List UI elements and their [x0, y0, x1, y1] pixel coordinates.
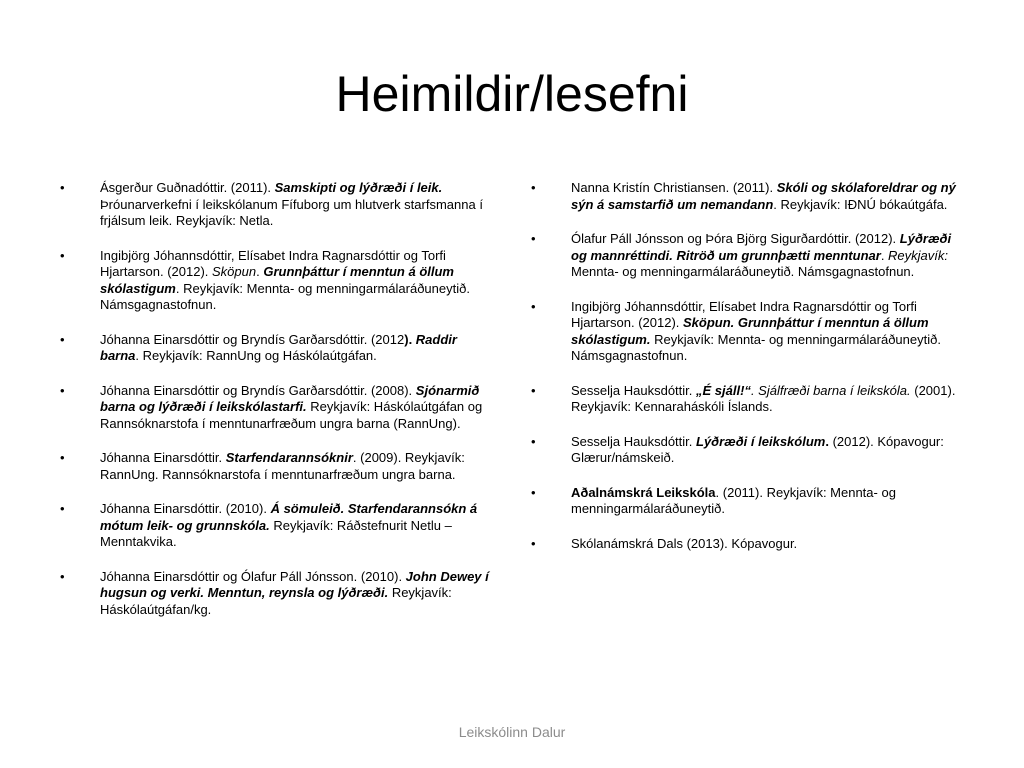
- slide-footer: Leikskólinn Dalur: [458, 724, 566, 740]
- reference-item: [60, 332, 492, 365]
- reference-text: .: [880, 247, 889, 263]
- reference-text: Jóhanna Einarsdóttir og Bryndís Garðarsdóttir. (2008).: [100, 382, 416, 398]
- reference-item: [60, 569, 492, 619]
- reference-text: .: [825, 433, 829, 449]
- reference-item: [60, 248, 492, 314]
- reference-item: [531, 536, 963, 553]
- reference-text: Sjónarmið barna og lýðræði í leikskólastarfi.: [100, 382, 480, 414]
- bullet-icon: •: [60, 501, 65, 516]
- reference-text: Mennta- og menningarmálaráðuneytið. Námsgagnastofnun.: [571, 264, 915, 279]
- bullet-icon: •: [531, 298, 536, 314]
- bullet-icon: •: [60, 247, 65, 263]
- reference-list-right: [531, 180, 963, 570]
- reference-item: [531, 180, 963, 213]
- reference-list-left: [60, 180, 492, 636]
- reference-text: Sesselja Hauksdóttir.: [571, 433, 697, 449]
- bullet-icon: •: [531, 433, 536, 449]
- reference-text: Samskipti og lýðræði í leik.: [274, 180, 443, 195]
- reference-text: Sköpun: [212, 264, 257, 279]
- reference-text: Jóhanna Einarsdóttir og Ólafur Páll Jónsson. (2010).: [100, 568, 406, 584]
- bullet-icon: •: [531, 231, 536, 246]
- reference-text: . Sjálfræði barna í leikskóla.: [750, 382, 911, 398]
- reference-text: Nanna Kristín Christiansen. (2011).: [571, 180, 777, 195]
- reference-item: [60, 180, 492, 230]
- reference-item: [60, 450, 492, 483]
- reference-text: Reykjavík:: [888, 247, 949, 263]
- reference-text: Starfendarannsóknir: [225, 450, 353, 465]
- reference-text: Jóhanna Einarsdóttir.: [100, 450, 226, 465]
- reference-text: John Dewey í hugsun og verki. Menntun, reynsla og lýðræði.: [100, 568, 489, 600]
- reference-text: Lýðræði í leikskólum: [696, 433, 826, 449]
- reference-item: [531, 434, 963, 467]
- reference-text: „É sjáll!“: [696, 382, 751, 398]
- reference-text: Lýðræði og mannréttindi. Ritröð um grunnþætti menntunar: [571, 231, 952, 263]
- reference-text: Skólanámskrá Dals (2013). Kópavogur.: [571, 535, 798, 551]
- reference-text: .: [256, 264, 264, 279]
- reference-text: Ólafur Páll Jónsson og Þóra Björg Sigurðardóttir. (2012).: [571, 231, 900, 246]
- reference-text: Aðalnámskrá Leikskóla: [571, 484, 716, 500]
- reference-text: Sköpun. Grunnþáttur í menntun á öllum skólastigum.: [571, 315, 929, 347]
- reference-text: Þróunarverkefni í leikskólanum Fífuborg um hlutverk starfsmanna í frjálsum leik. Reykjavík: Netla.: [100, 196, 483, 228]
- reference-text: Raddir barna: [100, 331, 457, 363]
- bullet-icon: •: [531, 382, 536, 398]
- reference-text: Ásgerður Guðnadóttir. (2011).: [100, 180, 275, 195]
- reference-text: Jóhanna Einarsdóttir. (2010).: [100, 501, 271, 516]
- reference-item: [531, 299, 963, 365]
- reference-text: Reykjavík: Mennta- og menningarmálaráðuneytið. Námsgagnastofnun.: [571, 331, 941, 363]
- reference-text: Reykjavík: Háskólaútgáfan og Rannsóknarstofa í menntunarfræðum ungra barna (RannUng).: [100, 399, 483, 431]
- reference-text: Reykjavík: Ráðstefnurit Netlu – Menntakvika.: [100, 517, 452, 549]
- bullet-icon: •: [60, 382, 65, 398]
- reference-text: Ingibjörg Jóhannsdóttir, Elísabet Indra Ragnarsdóttir og Torfi Hjartarson. (2012).: [100, 247, 446, 279]
- reference-text: Reykjavík: Háskólaútgáfan/kg.: [100, 585, 452, 617]
- reference-item: [531, 485, 963, 518]
- bullet-icon: •: [60, 331, 65, 347]
- reference-item: [531, 383, 963, 416]
- reference-text: . Reykjavík: RannUng og Háskólaútgáfan.: [135, 348, 377, 363]
- reference-text: Skóli og skólaforeldrar og ný sýn á samstarfið um nemandann: [571, 180, 956, 212]
- bullet-icon: •: [531, 180, 536, 195]
- reference-text: ).: [404, 331, 416, 347]
- reference-item: [531, 231, 963, 281]
- bullet-icon: •: [60, 568, 65, 584]
- reference-text: (2001). Reykjavík: Kennaraháskóli Íslands.: [571, 382, 956, 414]
- reference-text: Ingibjörg Jóhannsdóttir, Elísabet Indra Ragnarsdóttir og Torfi Hjartarson. (2012).: [571, 298, 917, 330]
- reference-text: . Reykjavík: IÐNÚ bókaútgáfa.: [773, 196, 948, 212]
- bullet-icon: •: [60, 180, 65, 195]
- reference-item: [60, 501, 492, 551]
- reference-text: . Reykjavík: Mennta- og menningarmálaráðuneytið. Námsgagnastofnun.: [100, 280, 470, 312]
- reference-text: Sesselja Hauksdóttir.: [571, 382, 697, 398]
- reference-text: Á sömuleið. Starfendarannsókn á mótum leik- og grunnskóla.: [100, 501, 478, 533]
- bullet-icon: •: [60, 450, 65, 465]
- bullet-icon: •: [531, 535, 536, 551]
- reference-text: (2012). Kópavogur: Glærur/námskeið.: [571, 433, 944, 465]
- reference-item: [60, 383, 492, 433]
- reference-text: Jóhanna Einarsdóttir og Bryndís Garðarsdóttir. (2012: [100, 331, 405, 347]
- reference-text: . (2009). Reykjavík: RannUng. Rannsóknarstofa í menntunarfræðum ungra barna.: [100, 450, 465, 482]
- slide-title: Heimildir/lesefni: [335, 66, 689, 122]
- reference-text: . (2011). Reykjavík: Mennta- og menningarmálaráðuneytið.: [571, 484, 896, 516]
- bullet-icon: •: [531, 484, 536, 500]
- reference-text: Grunnþáttur í menntun á öllum skólastigum: [100, 264, 454, 296]
